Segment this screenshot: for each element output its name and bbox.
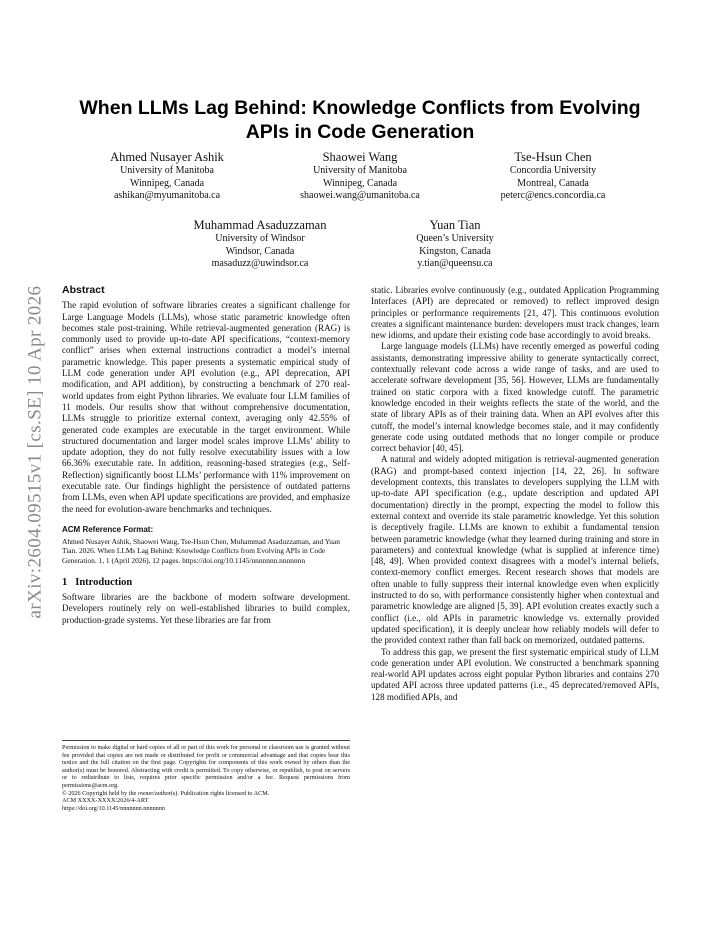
copyright-line: © 2026 Copyright held by the owner/author(s). Publication rights licensed to ACM.	[62, 789, 270, 797]
title-line-1: When LLMs Lag Behind: Knowledge Conflicts from Evolving	[79, 97, 641, 119]
arxiv-identifier-stamp	[8, 252, 62, 652]
permission-notice: Permission to make digital or hard copies of all or part of this work for personal or classroom use is granted without fee provided that copies are not made or distributed for profit or commercial advantage and that copies bear this notice and the full citation on the first page. Copyrights for components of this work owned by others than the author(s) must be honored. Abstracting with credit is permitted. To copy otherwise, or republish, to post on servers or to redistribute to lists, requires prior specific permission and/or a fee. Request permissions from permissions@acm.org.	[62, 744, 350, 789]
intro-paragraph-1: Software libraries are the backbone of modern software development. Developers routinely rely on well-established libraries to build complex, production-grade systems. Yet these libraries are far from	[62, 592, 350, 625]
acm-reference-heading: ACM Reference Format:	[62, 524, 154, 534]
author-name: Tse-Hsun Chen	[514, 150, 592, 164]
author-block-4	[170, 218, 350, 271]
section-title: Introduction	[75, 576, 133, 588]
author-affiliation: University of Manitoba	[313, 165, 407, 176]
author-email: masaduzz@uwindsor.ca	[211, 258, 309, 269]
author-location: Kingston, Canada	[419, 245, 491, 257]
abstract-heading: Abstract	[62, 284, 105, 296]
acm-article-code: ACM XXXX-XXXX/2026/4-ART	[62, 797, 149, 805]
author-location: Winnipeg, Canada	[129, 177, 205, 189]
copyright-footnote	[62, 740, 350, 812]
author-name: Yuan Tian	[429, 218, 481, 232]
left-column	[62, 285, 350, 626]
author-location: Winnipeg, Canada	[322, 177, 398, 189]
author-block-1	[82, 150, 252, 203]
author-name: Ahmed Nusayer Ashik	[110, 150, 224, 164]
author-affiliation: University of Manitoba	[120, 165, 214, 176]
intro-paragraph-4: To address this gap, we present the first systematic empirical study of LLM code generation under API evolution. We constructed a benchmark spanning real-world API updates across eight popular Python libraries and contains 270 updated API across three updated patterns (i.e., 45 deprecated/removed APIs, 128 modified APIs, and	[371, 646, 659, 702]
section-number: 1	[62, 576, 68, 588]
paper-title	[62, 96, 658, 144]
author-email: peterc@encs.concordia.ca	[500, 190, 606, 201]
author-email: y.tian@queensu.ca	[417, 258, 493, 269]
abstract-text: The rapid evolution of software libraries creates a significant challenge for Large Language Models (LLMs), whose static parametric knowledge often becomes stale post-training. While retrieval-augmented generation (RAG) is commonly used to provide up-to-date API specifications, “context-memory conflict” arises when external instructions contradict a model’s internal parametric knowledge. This paper presents a systematic empirical study of LLM code generation under API evolution (e.g., API deprecation, API modification, and API addition), by constructing a benchmark of 270 real-world updates from eight Python libraries. We evaluate four LLM families of 11 models. Our results show that without comprehensive documentation, LLMs struggle to prioritize external context, averaging only 42.55% of generated code examples are executable in the target environment. While structured documentation and larger model scales improve LLMs’ ability to update adoption, they do not fully resolve executability issues with a low 66.36% executable rate. In addition, reasoning-based strategies (e.g., Self-Reflection) significantly boost LLMs’ performance with 11% improvement on executable rate. Our findings highlight the persistence of outdated patterns from LLMs, even when API update specifications are provided, and emphasize the need for evolution-aware benchmarks and techniques.	[62, 300, 350, 514]
author-block-3	[468, 150, 638, 203]
footnote-rule	[62, 740, 350, 741]
author-affiliation: University of Windsor	[215, 233, 305, 244]
author-name: Muhammad Asaduzzaman	[193, 218, 327, 232]
intro-paragraph-3: A natural and widely adopted mitigation is retrieval-augmented generation (RAG) and prompt-based context injection [14, 22, 26]. In software development contexts, this translates to developers supplying the LLM with up-to-date API specification (e.g., update description and updated API documentation) directly in the prompt, expecting the model to follow this external context and override its stale parametric knowledge. Yet this solution is deceptively fragile. LLMs are known to exhibit a fundamental tension between parametric knowledge (what they learned during training and store in parameters) and contextual knowledge (what is supplied at inference time) [48, 49]. When provided context disagrees with a model’s internal beliefs, context-memory conflict emerges. Recent research shows that models are often unable to fully suppress their internal knowledge even when explicitly instructed to do so, with performance consistently higher when contextual and parametric knowledge are aligned [5, 39]. API evolution creates exactly such a conflict (i.e., old APIs in parametric knowledge vs. externally provided updated specification), it is deeply unclear how reliably models will defer to the provided context rather than fall back on memorized, outdated patterns.	[371, 454, 659, 646]
introduction-heading	[62, 577, 350, 588]
intro-paragraph-2: Large language models (LLMs) have recently emerged as powerful coding assistants, demonstrating impressive ability to generate syntactically correct, contextually relevant code across a wide range of tasks, and are used to accelerate software development [35, 56]. However, LLMs are fundamentally trained on static corpora with a fixed knowledge cutoff. The parametric knowledge encoded in their weights reflects the state of the world, and the state of library APIs as of their training data. When an API evolves after this cutoff, the model’s internal knowledge becomes stale, and it may confidently generate code using outdated methods that no longer compile or produce correct behavior [40, 45].	[371, 341, 659, 454]
author-block-5	[370, 218, 540, 271]
intro-paragraph-continued: static. Libraries evolve continuously (e.g., outdated Application Programming Interfaces (API) are deprecated or removed) to reflect improved design principles or performance requirements [21, 47]. This continuous evolution creates a significant maintenance burden: developers must track changes, learn new idioms, and update their existing code base accordingly to avoid breaks.	[371, 285, 659, 341]
right-column	[371, 285, 659, 703]
author-affiliation: Queen’s University	[416, 233, 494, 244]
author-email: shaowei.wang@umanitoba.ca	[300, 190, 420, 201]
author-location: Windsor, Canada	[225, 245, 295, 257]
author-name: Shaowei Wang	[322, 150, 398, 164]
author-affiliation: Concordia University	[509, 165, 597, 176]
acm-reference-text: Ahmed Nusayer Ashik, Shaowei Wang, Tse-Hsun Chen, Muhammad Asaduzzaman, and Yuan Tian. 2026. When LLMs Lag Behind: Knowledge Conflicts from Evolving APIs in Code Generation. 1, 1 (April 2026), 12 pages. https://doi.org/10.1145/nnnnnnn.nnnnnnn	[62, 537, 340, 565]
author-location: Montreal, Canada	[517, 177, 589, 189]
doi-line: https://doi.org/10.1145/nnnnnnn.nnnnnnn	[62, 804, 165, 812]
author-block-2	[262, 150, 458, 203]
author-email: ashikan@myumanitoba.ca	[113, 190, 221, 201]
arxiv-id-text: arXiv:2604.09515v1 [cs.SE] 10 Apr 2026	[24, 285, 45, 619]
title-line-2: APIs in Code Generation	[245, 121, 475, 143]
